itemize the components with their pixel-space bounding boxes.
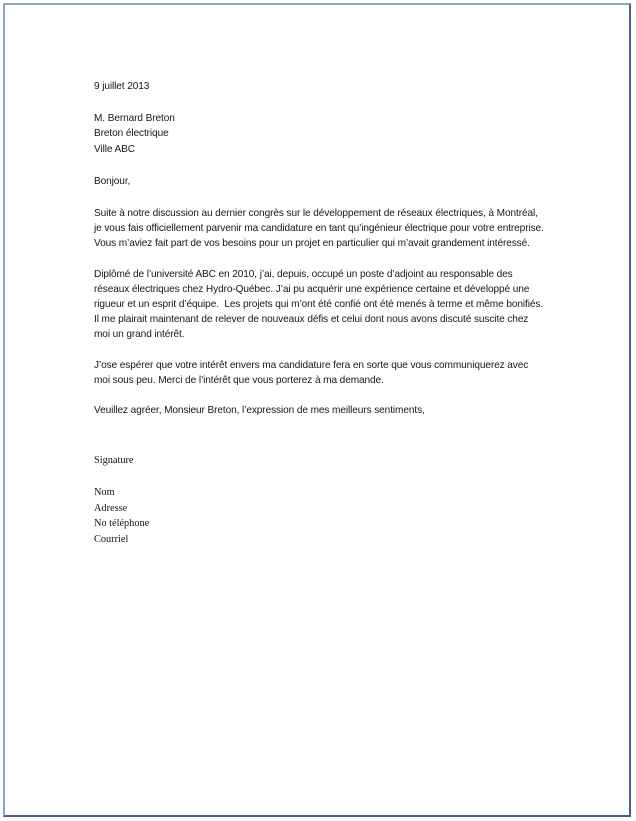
signature-fields [94,485,149,547]
signature-field-adresse: Adresse [94,502,128,514]
paragraph-2: Diplômé de l’université ABC en 2010, j’ai, depuis, occupé un poste d’adjoint au responsable des réseaux électriques chez Hydro-Québec. J’ai pu acquérir une expérience certaine et développé une rigueur et un esprit d’équipe. Les projets qui m’ont été confié ont été menés à terme et même bonifiés. Il me plairait maintenant de relever de nouveaux défis et celui dont nous avons discuté suscite chez moi un grand intérêt. [94,268,546,341]
salutation: Bonjour, [94,175,131,187]
closing-line: Veuillez agréer, Monsieur Breton, l’expression de mes meilleurs sentiments, [94,405,425,417]
signature-field-courriel: Courriel [94,533,129,545]
letter-date: 9 juillet 2013 [94,81,150,92]
signature-title: Signature [94,455,134,466]
signature-field-nom: Nom [94,487,115,499]
recipient-company: Breton électrique [94,128,169,140]
paragraph-1: Suite à notre discussion au dernier congrès sur le développement de réseaux électriques, à Montréal, je vous fais officiellement parvenir ma candidature en tant qu’ingénieur électrique pour votre entreprise. Vous m’aviez fait part de vos besoins pour un projet en particulier qui m’avait grandement intéressé. [94,208,547,250]
recipient-city: Ville ABC [94,143,135,155]
recipient-name: M. Bernard Breton [94,113,175,125]
paragraph-3: J’ose espérer que votre intérêt envers ma candidature fera en sorte que vous communiquerez avec moi sous peu. Merci de l’intérêt que vous porterez à ma demande. [94,359,531,386]
letter-body [94,79,546,418]
document-page [3,3,631,817]
recipient-address [94,111,546,157]
signature-block [94,453,149,547]
signature-field-telephone: No téléphone [94,518,150,530]
